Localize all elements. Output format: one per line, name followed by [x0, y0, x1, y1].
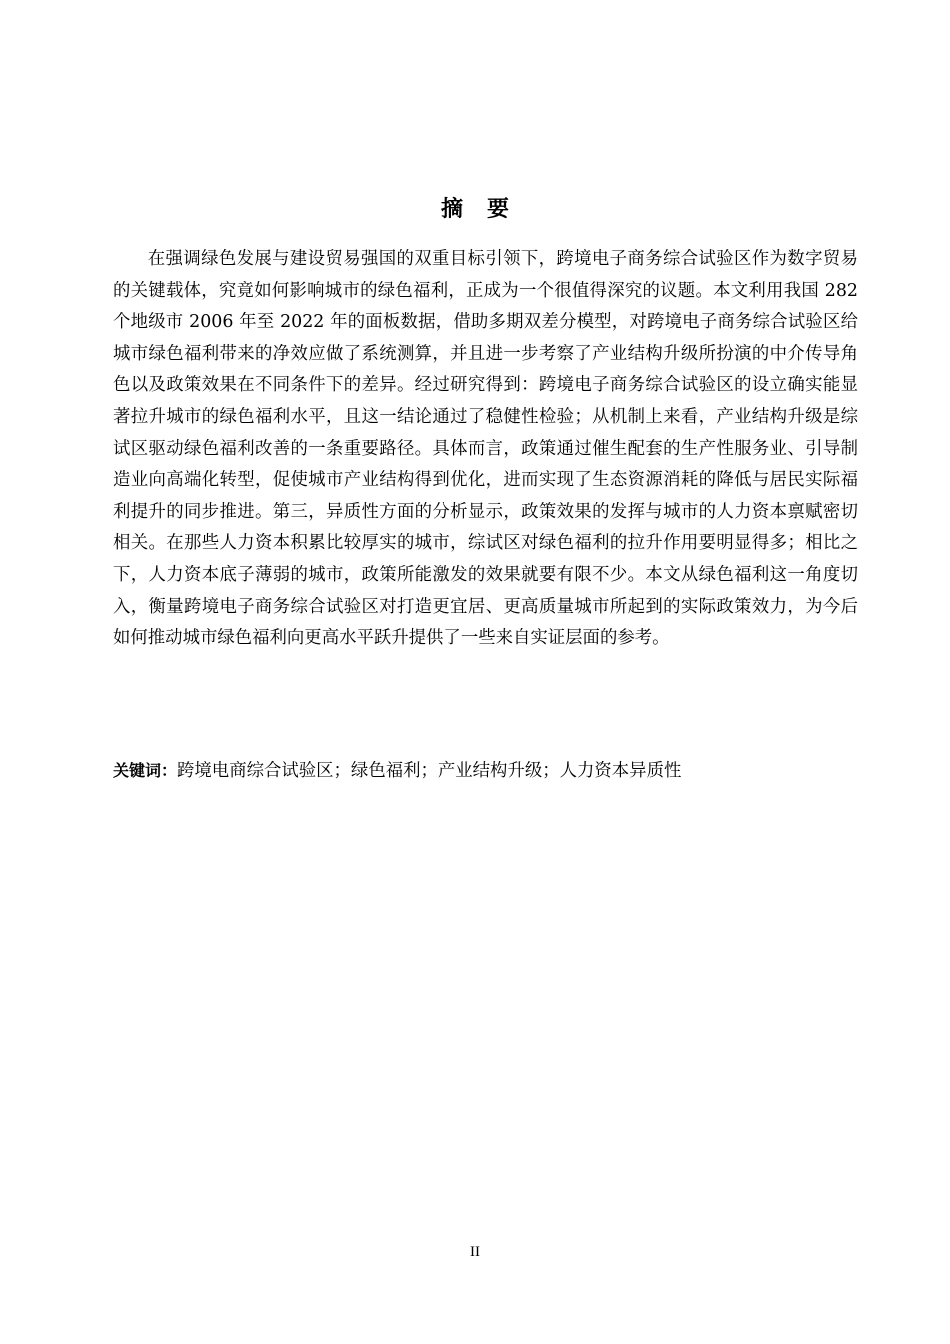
keywords-line: [113, 757, 858, 785]
keywords-text: 跨境电商综合试验区；绿色福利；产业结构升级；人力资本异质性: [177, 761, 682, 781]
abstract-paragraph: 在强调绿色发展与建设贸易强国的双重目标引领下，跨境电子商务综合试验区作为数字贸易的关键载体，究竟如何影响城市的绿色福利，正成为一个很值得深究的议题。本文利用我国 282 个地级市 2006 年至 2022 年的面板数据，借助多期双差分模型，对跨境电子商务综合试验区给城市绿色福利带来的净效应做了系统测算，并且进一步考察了产业结构升级所扮演的中介传导角色以及政策效果在不同条件下的差异。经过研究得到：跨境电子商务综合试验区的设立确实能显著拉升城市的绿色福利水平，且这一结论通过了稳健性检验；从机制上来看，产业结构升级是综试区驱动绿色福利改善的一条重要路径。具体而言，政策通过催生配套的生产性服务业、引导制造业向高端化转型，促使城市产业结构得到优化，进而实现了生态资源消耗的降低与居民实际福利提升的同步推进。第三，异质性方面的分析显示，政策效果的发挥与城市的人力资本禀赋密切相关。在那些人力资本积累比较厚实的城市，综试区对绿色福利的拉升作用要明显得多；相比之下，人力资本底子薄弱的城市，政策所能激发的效果就要有限不少。本文从绿色福利这一角度切入，衡量跨境电子商务综合试验区对打造更宜居、更高质量城市所起到的实际政策效力，为今后如何推动城市绿色福利向更高水平跃升提供了一些来自实证层面的参考。: [113, 249, 858, 649]
page-number: II: [470, 1244, 480, 1260]
page-title: 摘要: [440, 196, 533, 222]
keywords-label: 关键词：: [113, 761, 178, 780]
